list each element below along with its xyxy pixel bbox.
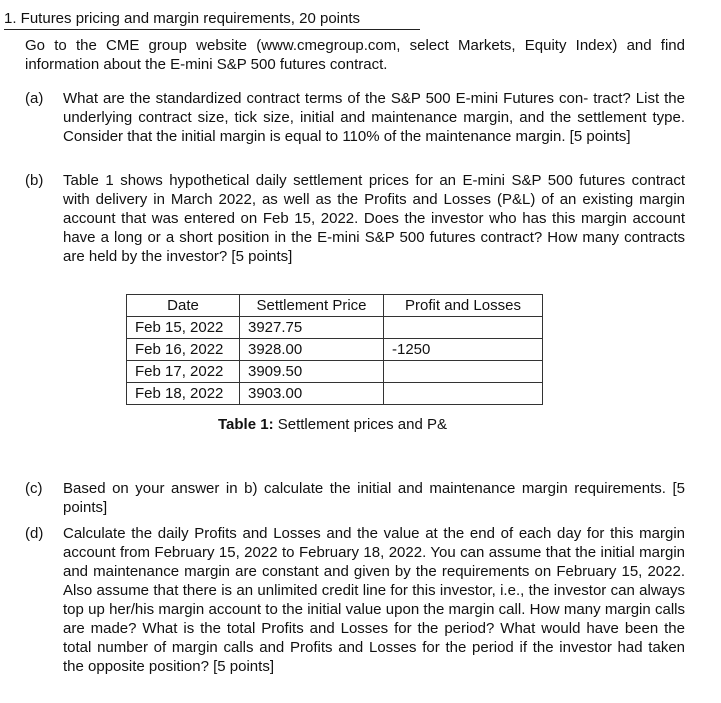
part-c-label: (c) (25, 480, 43, 497)
part-a (25, 89, 685, 146)
table-caption-label: Table 1: (218, 416, 274, 433)
table-caption-text: Settlement prices and P& (273, 416, 448, 433)
cell-pl (384, 317, 543, 339)
table-caption (218, 416, 447, 433)
header-date: Date (127, 295, 240, 317)
cell-date: Feb 16, 2022 (127, 339, 240, 361)
table-row (127, 317, 543, 339)
cell-price: 3903.00 (240, 383, 384, 405)
question-heading: 1. Futures pricing and margin requirements, 20 points (4, 9, 420, 30)
table-row (127, 339, 543, 361)
table-header-row (127, 295, 543, 317)
settlement-table (126, 294, 543, 405)
cell-date: Feb 15, 2022 (127, 317, 240, 339)
header-settlement-price: Settlement Price (240, 295, 384, 317)
cell-price: 3909.50 (240, 361, 384, 383)
table-row (127, 361, 543, 383)
part-b (25, 171, 685, 266)
part-b-text: Table 1 shows hypothetical daily settlement prices for an E-mini S&P 500 futures contract with delivery in March 2022, as well as the Profits and Losses (P&L) of an existing margin account that was entered on Feb 15, 2022. Does the investor who has this margin account have a long or a short position in the E-mini S&P 500 futures contract? How many contracts are held by the investor? [5 points] (63, 172, 685, 265)
part-d (25, 524, 685, 676)
part-c (25, 479, 685, 517)
header-profit-losses: Profit and Losses (384, 295, 543, 317)
cell-price: 3927.75 (240, 317, 384, 339)
cell-price: 3928.00 (240, 339, 384, 361)
cell-date: Feb 18, 2022 (127, 383, 240, 405)
part-d-text: Calculate the daily Profits and Losses and the value at the end of each day for this margin account from February 15, 2022 to February 18, 2022. You can assume that the initial margin and maintenance margin are constant and given by the requirements on February 15, 2022. Also assume that there is an unlimited credit line for this investor, i.e., the investor can always top up her/his margin account to the initial value upon the margin call. How many margin calls are made? What is the total Profits and Losses for the period? What would have been the total number of margin calls and Profits and Losses for the period if the investor had taken the opposite position? [5 points] (63, 525, 685, 675)
cell-date: Feb 17, 2022 (127, 361, 240, 383)
table-row (127, 383, 543, 405)
cell-pl (384, 383, 543, 405)
cell-pl: -1250 (384, 339, 543, 361)
part-a-text: What are the standardized contract terms of the S&P 500 E-mini Futures con- tract? List the underlying contract size, tick size, initial and maintenance margin, and the settlement type. Consider that the initial margin is equal to 110% of the maintenance margin. [5 points] (63, 90, 685, 145)
part-a-label: (a) (25, 90, 44, 107)
part-b-label: (b) (25, 172, 44, 189)
part-d-label: (d) (25, 525, 44, 542)
question-intro: Go to the CME group website (www.cmegroup.com, select Markets, Equity Index) and find information about the E-mini S&P 500 futures contract. (25, 37, 685, 73)
cell-pl (384, 361, 543, 383)
part-c-text: Based on your answer in b) calculate the initial and maintenance margin requirements. [5 points] (63, 480, 685, 516)
